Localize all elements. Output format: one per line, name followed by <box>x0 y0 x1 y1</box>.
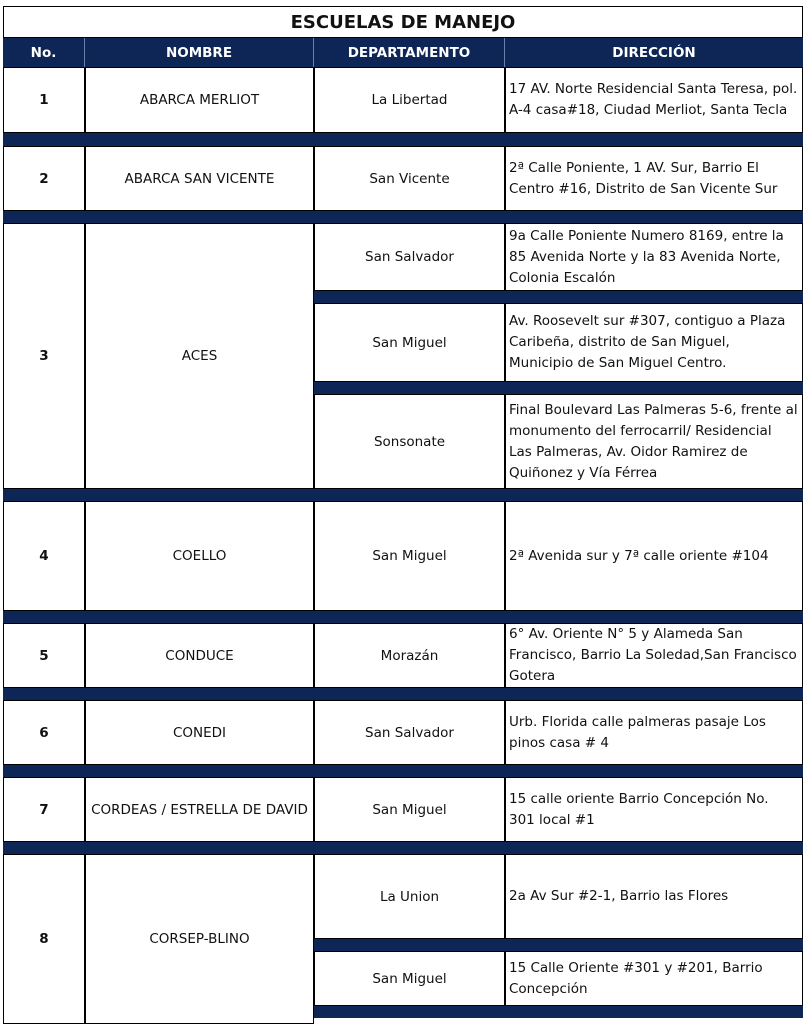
row-2-no: 2 <box>3 146 85 211</box>
row-1-departamento: La Libertad <box>314 67 505 133</box>
row-3a-departamento: San Salvador <box>314 223 505 291</box>
row-8b-departamento: San Miguel <box>314 951 505 1006</box>
row-5-nombre: CONDUCE <box>85 623 314 688</box>
sub-row-separator <box>314 291 803 303</box>
row-3b-departamento: San Miguel <box>314 303 505 382</box>
row-separator <box>3 211 803 223</box>
row-3b-direccion: Av. Roosevelt sur #307, contiguo a Plaza Caribeña, distrito de San Miguel, Municipio de San Miguel Centro. <box>505 303 803 382</box>
sub-row-separator <box>314 1006 803 1018</box>
row-3a-direccion: 9a Calle Poniente Numero 8169, entre la 85 Avenida Norte y la 83 Avenida Norte, Colonia Escalón <box>505 223 803 291</box>
row-5-direccion: 6° Av. Oriente N° 5 y Alameda San Francisco, Barrio La Soledad,San Francisco Gotera <box>505 623 803 688</box>
row-3c-departamento: Sonsonate <box>314 394 505 489</box>
row-7-no: 7 <box>3 777 85 842</box>
row-3-no: 3 <box>3 223 85 489</box>
row-8a-departamento: La Union <box>314 854 505 939</box>
header-departamento: DEPARTAMENTO <box>314 38 505 67</box>
row-2-nombre: ABARCA SAN VICENTE <box>85 146 314 211</box>
row-4-no: 4 <box>3 501 85 611</box>
header-direccion: DIRECCIÓN <box>505 38 803 67</box>
row-6-no: 6 <box>3 700 85 765</box>
row-4-direccion: 2ª Avenida sur y 7ª calle oriente #104 <box>505 501 803 611</box>
row-8a-direccion: 2a Av Sur #2-1, Barrio las Flores <box>505 854 803 939</box>
row-8b-direccion: 15 Calle Oriente #301 y #201, Barrio Concepción <box>505 951 803 1006</box>
row-4-departamento: San Miguel <box>314 501 505 611</box>
row-3-nombre: ACES <box>85 223 314 489</box>
row-2-direccion: 2ª Calle Poniente, 1 AV. Sur, Barrio El Centro #16, Distrito de San Vicente Sur <box>505 146 803 211</box>
row-1-no: 1 <box>3 67 85 133</box>
header-no: No. <box>3 38 85 67</box>
row-4-nombre: COELLO <box>85 501 314 611</box>
row-separator <box>3 133 803 146</box>
row-1-direccion: 17 AV. Norte Residencial Santa Teresa, pol. A-4 casa#18, Ciudad Merliot, Santa Tecla <box>505 67 803 133</box>
row-5-departamento: Morazán <box>314 623 505 688</box>
row-6-nombre: CONEDI <box>85 700 314 765</box>
row-separator <box>3 688 803 700</box>
row-7-departamento: San Miguel <box>314 777 505 842</box>
row-8-nombre: CORSEP-BLINO <box>85 854 314 1024</box>
row-2-departamento: San Vicente <box>314 146 505 211</box>
row-6-departamento: San Salvador <box>314 700 505 765</box>
row-3c-direccion: Final Boulevard Las Palmeras 5-6, frente al monumento del ferrocarril/ Residencial Las Palmeras, Av. Oidor Ramirez de Quiñonez y Vía Férrea <box>505 394 803 489</box>
row-7-direccion: 15 calle oriente Barrio Concepción No. 301 local #1 <box>505 777 803 842</box>
row-separator <box>3 765 803 777</box>
table-title: ESCUELAS DE MANEJO <box>3 6 803 38</box>
row-1-nombre: ABARCA MERLIOT <box>85 67 314 133</box>
row-separator <box>3 842 803 854</box>
row-6-direccion: Urb. Florida calle palmeras pasaje Los pinos casa # 4 <box>505 700 803 765</box>
row-5-no: 5 <box>3 623 85 688</box>
header-nombre: NOMBRE <box>85 38 314 67</box>
row-separator <box>3 611 803 623</box>
row-7-nombre: CORDEAS / ESTRELLA DE DAVID <box>85 777 314 842</box>
row-separator <box>3 489 803 501</box>
sub-row-separator <box>314 382 803 394</box>
sub-row-separator <box>314 939 803 951</box>
row-8-no: 8 <box>3 854 85 1024</box>
